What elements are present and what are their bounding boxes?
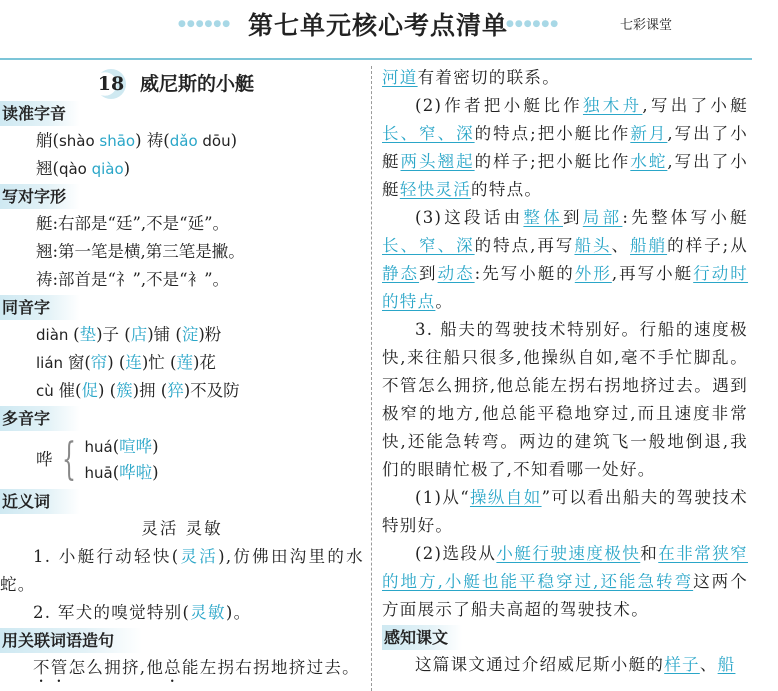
text-segment: 的样子;从 [667,236,749,255]
answer-underlined: 动态 [437,264,475,283]
list-row [0,266,364,294]
text-segment: ,写出了小艇 [382,152,749,199]
text-segment: 怎么拥挤,他 [68,658,165,677]
paragraph [0,654,364,686]
text-segment: huá [84,438,113,456]
perceive-paragraphs [382,651,748,679]
text-segment: )铺 ( [147,325,182,344]
text-segment: 的样子;把小艇比作 [474,152,631,171]
paragraph [382,540,748,624]
list-row [0,238,364,266]
lesson-number: 18 [96,69,126,99]
text-segment: )拥 ( [132,381,168,400]
text-segment: ,再写小艇 [611,264,694,283]
paragraph [0,599,364,627]
answer-underlined: 船 [717,655,736,674]
section-heading-perceive: 感知课文 [382,625,462,650]
answer-text: 灵活 [179,547,219,566]
glyph-list [0,210,364,294]
text-segment: ) ( [97,381,117,400]
answer-underlined: 船艄 [630,236,668,255]
text-segment: ,写出了小艇 [642,96,749,115]
answer-underlined: 在非常狭窄的地方,小艇也能平稳穿过,还能急转弯 [382,544,748,591]
lesson-title [96,68,364,100]
homophone-list [0,321,364,405]
text-segment: :先写小艇的 [474,264,575,283]
page-title: 第七单元核心考点清单 [248,11,509,40]
text-segment: 。 [435,292,454,311]
text-segment: )。 [225,603,252,622]
answer-text: shāo [99,132,136,150]
section-heading-homophone: 同音字 [0,295,80,320]
text-segment: :先整体写小艇 [622,208,748,227]
answer-text: 簇 [116,381,133,400]
text-segment: 祷:部首是“礻”,不是“衤”。 [36,270,230,289]
section-heading-polyphone: 多音字 [0,406,80,431]
answer-text: 店 [130,325,148,344]
text-segment: ) [123,159,131,178]
answer-underlined: 小艇行驶速度极快 [496,544,641,563]
answer-underlined: 样子 [664,655,700,674]
text-segment: 、 [611,236,631,255]
text-segment: 2. 军犬的嗅觉特别( [33,603,191,622]
paragraph [382,92,748,204]
synonym-examples [0,543,364,627]
text-segment: )粉 [198,325,222,344]
synonym-pair: 灵活 灵敏 [141,519,223,538]
answer-underlined: 局部 [582,208,623,227]
brand-label: 七彩课堂 [620,18,673,33]
text-segment: 艄( [36,131,59,150]
answer-underlined: 静态 [382,264,420,283]
answer-underlined: 操纵自如 [469,488,542,507]
answer-underlined: 长、窄、深 [382,236,475,255]
answer-underlined: 轻快灵活 [399,180,472,199]
answer-text: 喧哗 [119,437,153,456]
paragraph [382,484,748,540]
text-segment: )子 ( [96,325,131,344]
text-segment: 翘( [36,159,59,178]
text-segment: ( [73,325,80,344]
answer-text: 促 [81,381,98,400]
text-segment: 的特点;把小艇比作 [474,124,631,143]
text-segment: 的特点。 [471,180,543,199]
decorative-dots-right: ●●●●●● [506,19,560,29]
text-segment: dōu [197,132,231,150]
polyphone-char: 哗 [36,450,53,469]
text-segment: (2)作者把小艇比作 [415,96,583,115]
answer-underlined: 船头 [574,236,612,255]
list-row [0,127,364,155]
section-heading-sentence: 用关联词语造句 [0,628,142,653]
list-row [85,434,159,460]
text-segment: ( [112,437,120,456]
paragraph [382,64,748,92]
list-row [0,155,364,183]
text-segment: ) [152,437,159,456]
paragraph [382,204,748,316]
answer-underlined: 长、窄、深 [382,124,475,143]
text-segment: 1. 小艇行动轻快( [33,547,180,566]
right-column [382,64,748,679]
emphasis-text: 总 [164,658,182,677]
emphasis-text: 不管 [33,658,69,677]
answer-underlined: 行动时的特点 [382,264,749,311]
answer-text: 淀 [181,325,199,344]
text-segment: ”可以看出船夫的驾驶技术特别好。 [382,488,748,535]
paragraph [382,316,748,484]
text-segment: ),仿佛田沟里的水蛇。 [0,547,364,594]
sentence-example [0,654,364,686]
answer-text: 莲 [176,353,193,372]
polyphone-entry [0,432,364,488]
decorative-dots-left: ●●●●●● [178,19,232,29]
list-row [0,321,364,349]
text-segment: )花 [193,353,216,372]
text-segment: ) 祷( [135,131,170,150]
text-segment: diàn [36,326,74,344]
list-row [85,460,159,486]
answer-underlined: 两头翘起 [400,152,475,171]
answer-text: 灵敏 [190,603,226,622]
text-segment: shào [58,132,100,150]
text-segment: 有着密切的联系。 [417,68,561,87]
text-segment: 催( [58,381,82,400]
text-segment: 这篇课文通过介绍威尼斯小艇的 [415,655,665,674]
text-segment: 艇:右部是“廷”,不是“延”。 [36,214,230,233]
pronunciation-list [0,127,364,183]
text-segment: huā [84,464,113,482]
lesson-name: 威尼斯的小艇 [140,73,255,95]
answer-underlined: 外形 [574,264,612,283]
answer-underlined: 河道 [382,68,418,87]
answer-underlined: 独木舟 [582,96,643,115]
section-heading-synonym: 近义词 [0,489,80,514]
list-row [0,210,364,238]
header-divider [0,58,752,60]
text-segment: ) [230,131,238,150]
column-divider [371,66,372,691]
text-segment: 窗( [67,353,91,372]
answer-text: 连 [125,353,142,372]
answer-text: 帘 [90,353,108,372]
text-segment: )忙 ( [141,353,177,372]
paragraph [0,543,364,599]
text-segment: ) ( [107,353,126,372]
answer-text: qiào [91,160,124,178]
left-column [0,68,364,686]
answer-underlined: 新月 [630,124,668,143]
answer-text: 哗啦 [119,463,153,482]
analysis-paragraphs [382,64,748,624]
page-header [0,0,778,60]
text-segment: ,写出了小艇 [382,124,748,171]
text-segment: 能左拐右拐地挤过去。 [181,658,360,677]
text-segment: (1)从“ [415,488,470,507]
text-segment: 翘:第一笔是横,第三笔是撇。 [36,242,245,261]
text-segment: (2)选段从 [415,544,497,563]
text-segment: 和 [640,544,659,563]
paragraph [382,651,748,679]
answer-text: 猝 [167,381,184,400]
text-segment: )不及防 [183,381,240,400]
text-segment: qào [58,160,92,178]
text-segment: 的特点,再写 [474,236,575,255]
brace-icon: { [61,434,76,485]
section-heading-pronunciation: 读准字音 [0,101,80,126]
text-segment: 、 [699,655,718,674]
list-row [0,349,364,377]
answer-text: 垫 [79,325,97,344]
answer-text: dǎo [169,132,198,150]
list-row [0,377,364,405]
text-segment: 到 [419,264,438,283]
answer-underlined: 水蛇 [630,152,668,171]
text-segment: cù [36,382,59,400]
section-heading-glyph: 写对字形 [0,184,80,209]
text-segment: 到 [563,208,583,227]
text-segment: ) [152,463,159,482]
answer-underlined: 整体 [523,208,563,227]
text-segment: 3. 船夫的驾驶技术特别好。行船的速度极快,来往船只很多,他操纵自如,毫不手忙脚乱。不管怎么拥挤,他总能左拐右拐地挤过去。遇到极窄的地方,他总能平稳地穿过,而且速度非常快,还能急转弯。两边的建筑飞一般地倒退,我们的眼睛忙极了,不知看哪一处好。 [382,320,748,479]
text-segment: (3)这段话由 [415,208,524,227]
text-segment: lián [36,354,68,372]
polyphone-readings [85,434,159,486]
text-segment: ( [112,463,120,482]
text-segment: 这两个方面展示了船夫高超的驾驶技术。 [382,572,748,619]
